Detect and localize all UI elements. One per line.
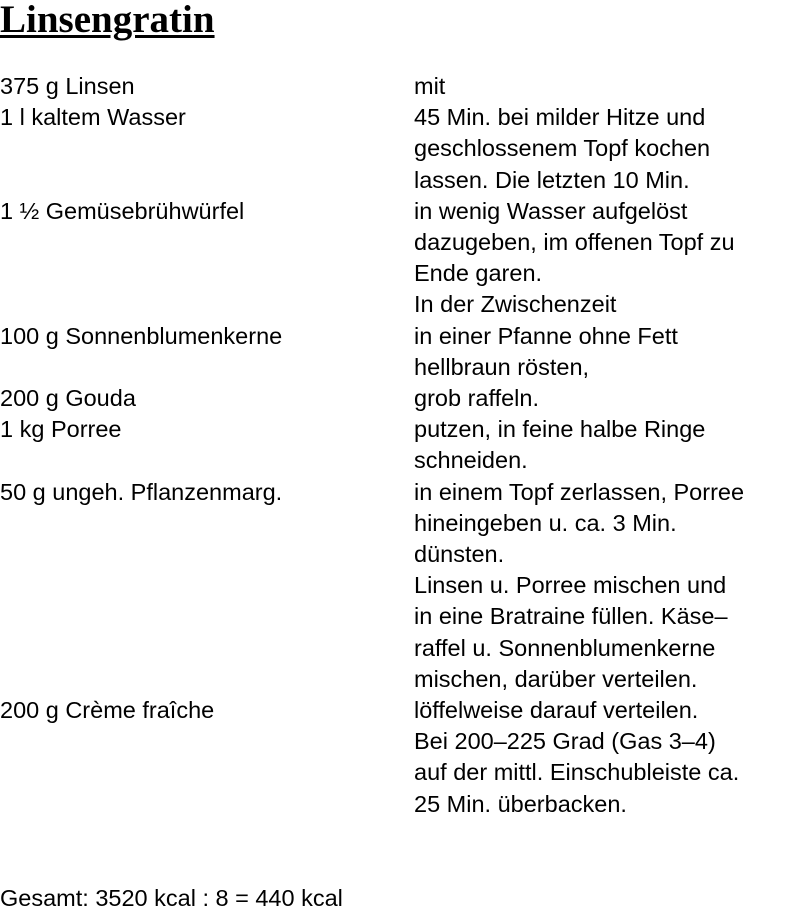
calorie-total: Gesamt: 3520 kcal : 8 = 440 kcal [0,885,343,911]
ingredient: 1 kg Porree [0,416,122,443]
instruction-line: hellbraun rösten, [414,353,590,380]
instruction-line: putzen, in feine halbe Ringe [414,416,706,443]
ingredient: 375 g Linsen [0,73,135,99]
ingredient: 1 l kaltem Wasser [0,104,186,131]
ingredient: 100 g Sonnenblumenkerne [0,322,283,349]
recipe-row [0,477,794,695]
instruction [414,196,794,321]
ingredient: 200 g Gouda [0,385,136,412]
recipe-row [0,102,794,196]
instruction-line: 25 Min. überbacken. [414,790,627,817]
recipe-row [0,321,794,383]
recipe-table [0,71,794,820]
instruction-line: mit [414,73,446,99]
instruction [414,71,794,102]
instruction-line: in eine Bratraine füllen. Käse– [414,603,728,630]
instruction-line: 45 Min. bei milder Hitze und [414,104,706,131]
instruction [414,477,794,695]
instruction-line: Ende garen. [414,260,543,287]
instruction-line: Bei 200–225 Grad (Gas 3–4) [414,728,716,755]
instruction-line: geschlossenem Topf kochen [414,135,711,162]
instruction-line: raffel u. Sonnenblumenkerne [414,634,716,661]
instruction-line: grob raffeln. [414,385,539,412]
recipe-row [0,71,794,102]
instruction [414,414,794,476]
instruction-line: Linsen u. Porree mischen und [414,572,727,599]
instruction [414,102,794,196]
instruction-line: lassen. Die letzten 10 Min. [414,166,690,193]
instruction-line: löffelweise darauf verteilen. [414,697,699,724]
instruction-line: auf der mittl. Einschubleiste ca. [414,759,740,786]
instruction-line: in wenig Wasser aufgelöst [414,197,688,224]
instruction-line: mischen, darüber verteilen. [414,665,698,692]
instruction-line: dünsten. [414,541,505,568]
recipe-row [0,695,794,820]
instruction [414,321,794,383]
instruction-line: In der Zwischenzeit [414,291,617,318]
instruction-line: schneiden. [414,447,528,474]
instruction-line: in einem Topf zerlassen, Porree [414,478,745,505]
recipe-row [0,414,794,476]
ingredient: 200 g Crème fraîche [0,697,215,724]
instruction [414,383,794,414]
instruction [414,695,794,820]
ingredient: 50 g ungeh. Pflanzenmarg. [0,478,283,505]
instruction-line: in einer Pfanne ohne Fett [414,322,678,349]
recipe-title: Linsengratin [0,0,215,41]
instruction-line: hineingeben u. ca. 3 Min. [414,509,677,536]
ingredient: 1 ½ Gemüsebrühwürfel [0,197,245,224]
recipe-row [0,383,794,414]
recipe-row [0,196,794,321]
instruction-line: dazugeben, im offenen Topf zu [414,229,735,256]
